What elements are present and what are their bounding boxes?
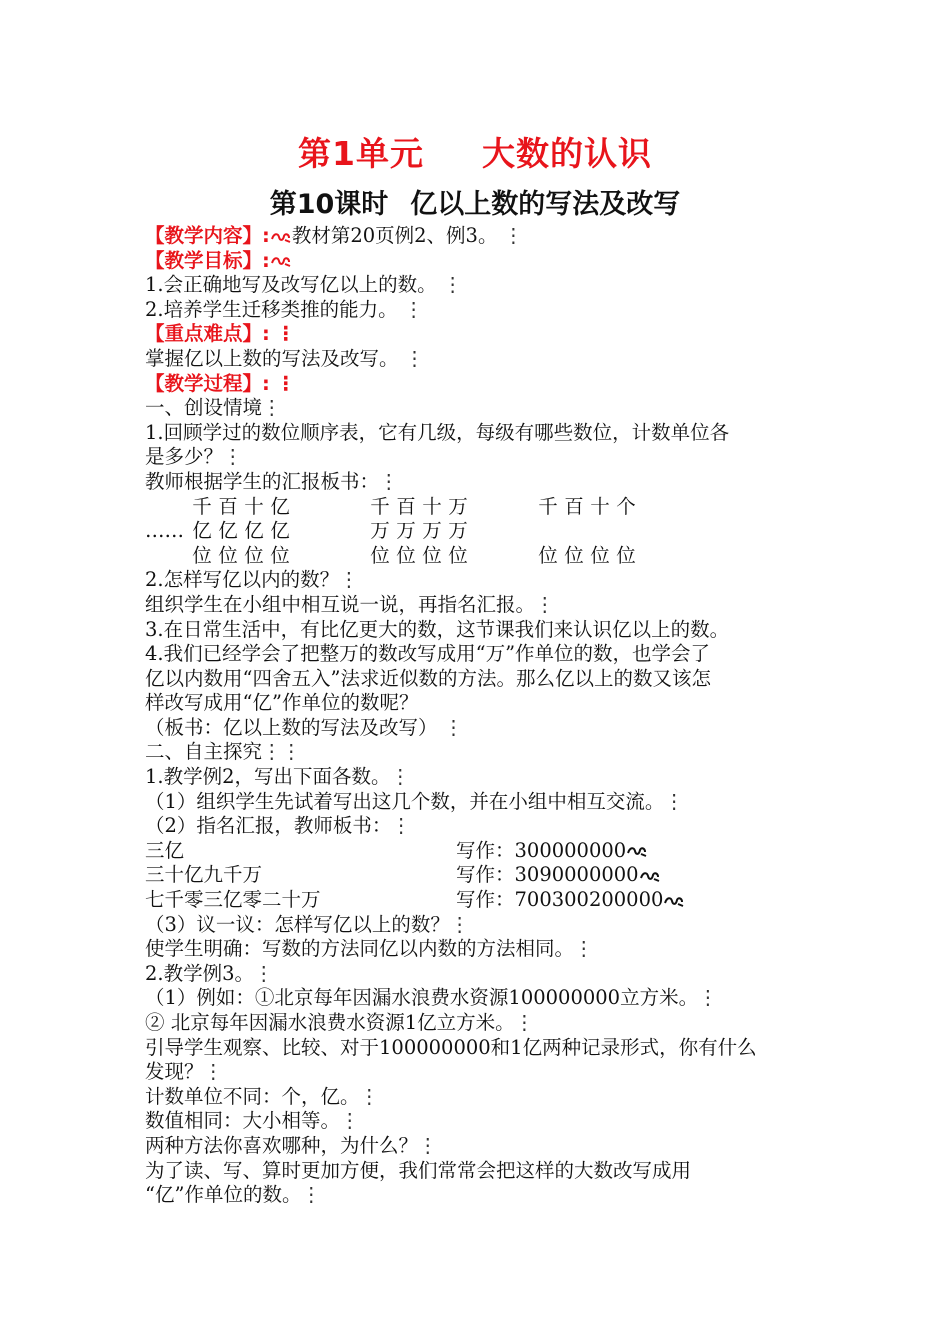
paragraph-mark-icon: ⋮ <box>442 273 463 297</box>
p4-line1 <box>145 642 815 667</box>
unit-number: 第1单元 <box>298 134 424 173</box>
place-cell: 万 <box>396 519 416 543</box>
paragraph-mark-icon: ⋮ <box>664 789 684 813</box>
ex2-s1 <box>145 790 815 815</box>
squiggle-icon <box>270 230 292 244</box>
place-cell: 个 <box>616 494 636 518</box>
writing-row <box>145 888 815 913</box>
place-table-row-1 <box>145 495 815 520</box>
place-cell: 十 <box>244 494 264 518</box>
place-cell: 万 <box>422 519 442 543</box>
squiggle-icon <box>626 844 648 858</box>
written-number <box>456 888 685 913</box>
p4-line1-text: 4.我们已经学会了把整万的数改写成用“万”作单位的数，也学会了 <box>145 642 711 666</box>
ex3-a2 <box>145 1109 815 1134</box>
ex2 <box>145 765 815 790</box>
p2-detail-text: 组织学生在小组中相互说一说，再指名汇报。 <box>145 592 536 616</box>
paragraph-mark-icon: ⋮ <box>262 740 282 764</box>
place-cell: 位 <box>616 543 636 567</box>
paragraph-mark-icon: ⋮ <box>340 1109 360 1133</box>
ex2-s2 <box>145 814 815 839</box>
board-intro-text: 教师根据学生的汇报板书： <box>145 469 380 493</box>
ellipsis: …… <box>145 519 184 543</box>
board-intro <box>145 470 815 495</box>
ex2-s1-text: （1）组织学生先试着写出这几个数，并在小组中相互交流。 <box>145 789 665 813</box>
place-cell: 位 <box>218 543 238 567</box>
writing-row <box>145 863 815 888</box>
ex3-a1-text: 计数单位不同：个，亿。 <box>145 1084 360 1108</box>
board-title <box>145 716 815 741</box>
p1-line2-text: 是多少？ <box>145 445 224 469</box>
number-value: 3090000000 <box>514 863 639 887</box>
ex3-end-line1 <box>145 1159 815 1184</box>
ex3-a2-text: 数值相同：大小相等。 <box>145 1109 341 1133</box>
paragraph-mark-icon: ⋮ <box>262 396 282 420</box>
lesson-body <box>145 224 815 1208</box>
place-cell: 位 <box>448 543 468 567</box>
p2 <box>145 568 815 593</box>
place-table-row-3 <box>145 544 815 569</box>
paragraph-mark-icon: ⋮ <box>281 740 302 764</box>
place-cell: 位 <box>590 543 610 567</box>
number-value: 700300200000 <box>514 888 664 912</box>
place-cell: 十 <box>590 494 610 518</box>
squiggle-icon <box>270 254 292 268</box>
p2-text: 2.怎样写亿以内的数？ <box>145 568 340 592</box>
ex3-s1b <box>145 1011 815 1036</box>
ex3-text: 2.教学例3。 <box>145 961 255 985</box>
key-text <box>145 347 815 372</box>
place-cell: 位 <box>422 543 442 567</box>
ex3-q2-text: 两种方法你喜欢哪种，为什么？ <box>145 1133 419 1157</box>
key-heading-line <box>145 322 815 347</box>
paragraph-mark-icon: ⋮ <box>379 469 399 493</box>
p3-text: 3.在日常生活中，有比亿更大的数，这节课我们来认识亿以上的数。 <box>145 617 730 641</box>
ex2-clear <box>145 937 815 962</box>
place-cell: 亿 <box>192 519 212 543</box>
place-cell: 亿 <box>270 519 290 543</box>
p4-line2-text: 亿以内数用“四舍五入”法求近似数的方法。那么亿以上的数又该怎 <box>145 666 711 690</box>
write-label: 写作： <box>456 888 515 912</box>
place-cell: 百 <box>396 494 416 518</box>
paragraph-mark-icon: ⋮ <box>403 297 424 321</box>
paragraph-mark-icon: ⋮ <box>359 1084 380 1108</box>
process-heading: 【教学过程】: <box>145 371 270 395</box>
ex3-q-line1 <box>145 1036 815 1061</box>
written-number <box>456 863 661 888</box>
place-cell: 位 <box>370 543 390 567</box>
p3 <box>145 618 815 643</box>
paragraph-mark-icon: ⋮ <box>203 1060 224 1084</box>
lesson-title <box>0 182 950 221</box>
paragraph-mark-icon: ⋮ <box>514 1011 535 1034</box>
place-cell: 位 <box>244 543 264 567</box>
p1-line1-text: 1.回顾学过的数位顺序表，它有几级，每级有哪些数位，计数单位各 <box>145 420 730 444</box>
goal-heading: 【教学目标】: <box>145 248 270 272</box>
place-cell: 万 <box>370 519 390 543</box>
ex2-s2-text: （2）指名汇报，教师板书： <box>145 814 392 838</box>
paragraph-mark-icon: ⋮ <box>535 592 555 616</box>
number-words: 三十亿九千万 <box>145 863 263 887</box>
paragraph-mark-icon: ⋮ <box>449 912 470 936</box>
content-text: 教材第20页例2、例3。 <box>291 224 498 247</box>
paragraph-mark-icon: ⋮ <box>223 445 243 469</box>
paragraph-mark-icon: ⋮ <box>404 346 425 370</box>
place-cell: 位 <box>538 543 558 567</box>
content-line <box>145 224 815 249</box>
place-cell: 位 <box>192 543 212 567</box>
paragraph-mark-icon: ⋮ <box>503 224 524 247</box>
goal-1 <box>145 273 815 298</box>
place-cell: 亿 <box>218 519 238 543</box>
key-heading: 【重点难点】: <box>145 322 270 346</box>
p4-line2 <box>145 667 815 692</box>
writing-row <box>145 839 815 864</box>
ex3-s1-text: （1）例如：①北京每年因漏水浪费水资源100000000立方米。 <box>145 986 699 1010</box>
lesson-number: 第10课时 <box>269 189 389 220</box>
place-table-row-2 <box>145 519 815 544</box>
p1-line2 <box>145 445 815 470</box>
write-label: 写作： <box>456 863 515 887</box>
p2-detail <box>145 593 815 618</box>
ex3-q-line2-text: 发现？ <box>145 1060 204 1084</box>
goal-1-text: 1.会正确地写及改写亿以上的数。 <box>145 273 437 297</box>
ex3-q-line1-text: 引导学生观察、比较、对于100000000和1亿两种记录形式，你有什么 <box>145 1035 757 1059</box>
content-heading: 【教学内容】: <box>145 224 270 247</box>
squiggle-icon <box>663 894 685 908</box>
place-cell: 千 <box>370 494 390 518</box>
ex2-text: 1.教学例2，写出下面各数。 <box>145 765 391 789</box>
paragraph-mark-icon: ⋮ <box>391 814 411 838</box>
number-words: 三亿 <box>145 838 185 862</box>
ex3-q2 <box>145 1134 815 1159</box>
unit-name: 大数的认识 <box>481 134 652 173</box>
paragraph-mark-icon: ⋮ <box>276 371 296 395</box>
section-1-text: 一、创设情境 <box>145 396 263 420</box>
p4-line3 <box>145 691 815 716</box>
place-cell: 千 <box>538 494 558 518</box>
place-cell: 千 <box>192 494 212 518</box>
p1-line1 <box>145 421 815 446</box>
ex2-s3-text: （3）议一议：怎样写亿以上的数？ <box>145 912 450 936</box>
ex3-s1 <box>145 986 815 1011</box>
paragraph-mark-icon: ⋮ <box>418 1133 438 1157</box>
process-heading-line <box>145 372 815 397</box>
paragraph-mark-icon: ⋮ <box>339 568 359 592</box>
place-cell: 亿 <box>270 494 290 518</box>
place-cell: 位 <box>396 543 416 567</box>
paragraph-mark-icon: ⋮ <box>698 986 718 1010</box>
squiggle-icon <box>639 869 661 883</box>
board-title-text: （板书：亿以上数的写法及改写） <box>145 715 438 739</box>
paragraph-mark-icon: ⋮ <box>276 322 296 346</box>
section-2-text: 二、自主探究 <box>145 740 263 764</box>
place-cell: 位 <box>270 543 290 567</box>
paragraph-mark-icon: ⋮ <box>574 937 594 961</box>
number-words: 七千零三亿零二十万 <box>145 888 321 912</box>
ex3 <box>145 962 815 987</box>
place-cell: 十 <box>422 494 442 518</box>
place-cell: 位 <box>564 543 584 567</box>
place-cell: 百 <box>564 494 584 518</box>
place-cell: 百 <box>218 494 238 518</box>
ex3-a1 <box>145 1085 815 1110</box>
lesson-name: 亿以上数的写法及改写 <box>410 189 681 220</box>
key-text-content: 掌握亿以上数的写法及改写。 <box>145 346 399 370</box>
place-cell: 万 <box>448 519 468 543</box>
ex2-clear-text: 使学生明确：写数的方法同亿以内数的方法相同。 <box>145 937 575 961</box>
unit-title <box>0 128 950 175</box>
goal-2-text: 2.培养学生迁移类推的能力。 <box>145 297 398 321</box>
ex3-end-line2 <box>145 1183 815 1208</box>
write-label: 写作： <box>456 838 515 862</box>
p4-line3-text: 样改写成用“亿”作单位的数呢？ <box>145 691 419 715</box>
place-cell: 万 <box>448 494 468 518</box>
ex2-s3 <box>145 913 815 938</box>
ex3-q-line2 <box>145 1060 815 1085</box>
paragraph-mark-icon: ⋮ <box>254 961 274 985</box>
goal-2 <box>145 298 815 323</box>
section-2 <box>145 740 815 765</box>
number-value: 300000000 <box>514 838 627 862</box>
section-1 <box>145 396 815 421</box>
paragraph-mark-icon: ⋮ <box>301 1183 321 1207</box>
paragraph-mark-icon: ⋮ <box>390 765 411 789</box>
ex3-end-line1-text: 为了读、写、算时更加方便，我们常常会把这样的大数改写成用 <box>145 1158 692 1182</box>
goal-heading-line <box>145 249 815 274</box>
ex3-end-line2-text: “亿”作单位的数。 <box>145 1183 302 1207</box>
ex3-s1b-text: ② 北京每年因漏水浪费水资源1亿立方米。 <box>145 1011 515 1034</box>
paragraph-mark-icon: ⋮ <box>443 715 464 739</box>
written-number <box>456 839 648 864</box>
place-cell: 亿 <box>244 519 264 543</box>
